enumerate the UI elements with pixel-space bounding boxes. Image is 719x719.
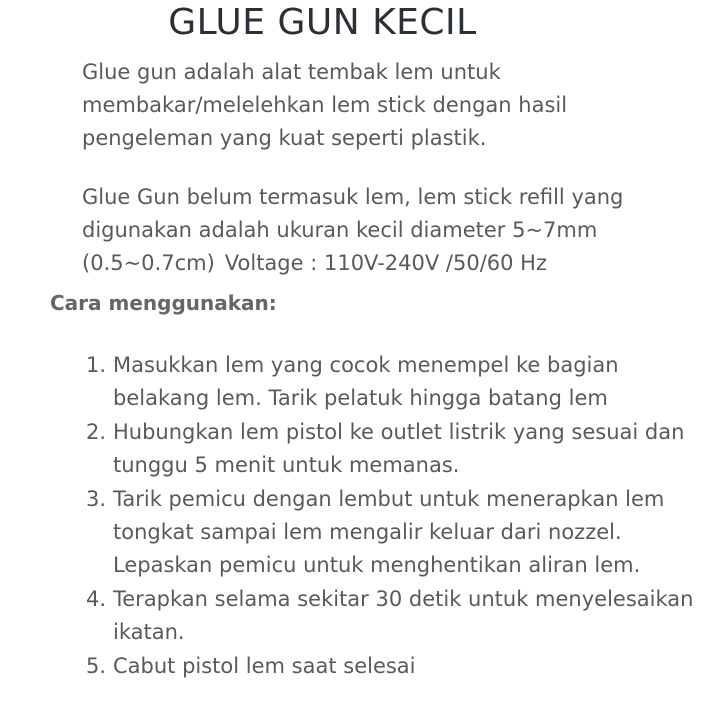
description-paragraph-2 <box>82 181 702 280</box>
step-number: 4. <box>86 587 107 611</box>
description-text-2: Glue Gun belum termasuk lem, lem stick refill yang digunakan adalah ukuran kecil diameter 5~7mm (0.5~0.7cm) <box>82 185 624 275</box>
step-text: Tarik pemicu dengan lembut untuk menerapkan lem tongkat sampai lem mengalir keluar dari nozzel. Lepaskan pemicu untuk menghentikan aliran lem. <box>113 487 665 577</box>
step-number: 3. <box>86 487 107 511</box>
usage-step <box>86 583 703 649</box>
usage-step <box>86 650 703 683</box>
usage-step <box>86 483 703 582</box>
step-number: 2. <box>86 420 107 444</box>
description-paragraph-1 <box>82 56 702 155</box>
description-text-1: Glue gun adalah alat tembak lem untuk membakar/melelehkan lem stick dengan hasil pengeleman yang kuat seperti plastik. <box>82 60 568 150</box>
step-number: 1. <box>86 353 107 377</box>
usage-heading: Cara menggunakan: <box>50 291 277 315</box>
usage-steps-list <box>86 349 703 684</box>
voltage-spec: Voltage : 110V-240V /50/60 Hz <box>224 251 547 275</box>
step-number: 5. <box>86 654 107 678</box>
step-text: Masukkan lem yang cocok menempel ke bagian belakang lem. Tarik pelatuk hingga batang lem <box>113 353 619 410</box>
page-title: GLUE GUN KECIL <box>168 2 477 43</box>
usage-step <box>86 416 703 482</box>
step-text: Cabut pistol lem saat selesai <box>113 654 416 678</box>
step-text: Hubungkan lem pistol ke outlet listrik yang sesuai dan tunggu 5 menit untuk memanas. <box>113 420 685 477</box>
usage-step <box>86 349 703 415</box>
step-text: Terapkan selama sekitar 30 detik untuk menyelesaikan ikatan. <box>113 587 694 644</box>
